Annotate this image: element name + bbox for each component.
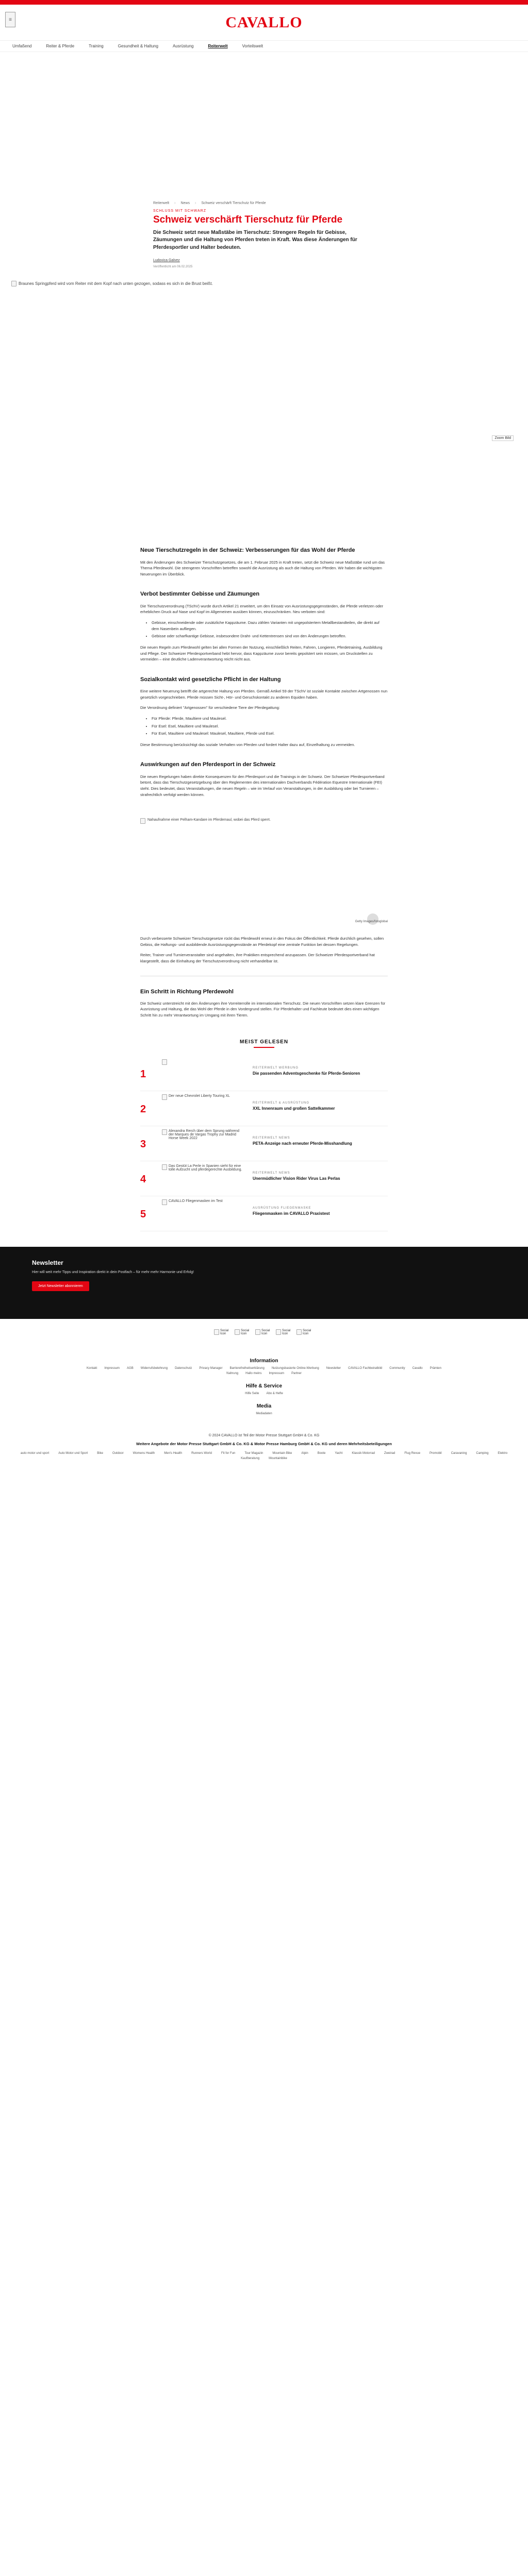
footer-link[interactable]: Elektro — [498, 1452, 508, 1455]
broken-image-icon — [140, 818, 145, 824]
footer-heading-media: Media — [256, 1403, 272, 1409]
social-icon[interactable] — [276, 1329, 293, 1350]
broken-image-icon — [235, 1329, 240, 1335]
footer-link[interactable]: Alpin — [301, 1452, 308, 1455]
item-category: REITERWELT & AUSRÜSTUNG — [253, 1101, 310, 1105]
footer-link[interactable]: AGB — [127, 1366, 134, 1370]
paragraph: Die Verordnung definiert "Artgenossen" für verschiedene Tiere der Pferdegattung: — [140, 705, 280, 710]
thumbnail[interactable] — [162, 1129, 244, 1158]
most-read-item[interactable] — [140, 1161, 388, 1196]
footer-link[interactable]: Womens Health — [133, 1452, 155, 1455]
section-heading: Auswirkungen auf den Pferdesport in der Schweiz — [140, 761, 276, 768]
footer-link[interactable]: Fit for Fun — [221, 1452, 236, 1455]
item-category: REITERWELT NEWS — [253, 1136, 290, 1140]
nav-item[interactable]: Gesundheit & Haltung — [118, 44, 158, 48]
thumbnail[interactable] — [162, 1199, 244, 1228]
broken-image-icon — [255, 1329, 260, 1335]
footer-link[interactable]: Nutzungsbasierte Online-Werbung — [271, 1366, 319, 1370]
item-text — [253, 1059, 388, 1077]
article-title: Schweiz verschärft Tierschutz für Pferde — [153, 214, 343, 225]
breadcrumb-separator: › — [194, 201, 196, 205]
breadcrumb — [153, 201, 375, 205]
thumbnail-alt: CAVALLO Fliegenmasken im Test — [169, 1199, 223, 1203]
breadcrumb-item[interactable]: Reiterwelt — [153, 201, 170, 205]
most-read-item[interactable] — [140, 1056, 388, 1091]
most-read-item[interactable] — [140, 1126, 388, 1161]
footer-link[interactable]: Partner — [291, 1371, 302, 1375]
nav-item[interactable]: Reiter & Pferde — [46, 44, 75, 48]
footer-link[interactable]: Mediadaten — [256, 1412, 272, 1415]
bullet-list — [152, 620, 388, 639]
broken-image-icon — [162, 1059, 167, 1065]
footer-link[interactable]: Caravaning — [451, 1452, 467, 1455]
footer-heading-information: Information — [250, 1358, 278, 1364]
item-text — [253, 1094, 388, 1112]
social-links — [0, 1329, 528, 1350]
footer-link[interactable]: Newsletter — [326, 1366, 341, 1370]
footer-link[interactable]: Community — [389, 1366, 405, 1370]
footer-link[interactable]: Flug Revue — [404, 1452, 421, 1455]
breadcrumb-current: Schweiz verschärft Tierschutz für Pferde — [201, 201, 266, 205]
item-title[interactable]: Unermüdlicher Vision Rider Virus Las Perlas — [253, 1176, 340, 1181]
paragraph: Reiter, Trainer und Turnierveranstalter sind angehalten, ihre Praktiken entsprechend anzupassen. Der Schweizer Pferdesportverband hat klargestellt, dass die Einhaltung der Tierschutzverordnung nicht verhandelbar ist. — [140, 953, 375, 964]
after-figure-text — [140, 936, 388, 964]
newsletter-subscribe-button[interactable]: Jetzt Newsletter abonnieren — [32, 1281, 89, 1291]
footer-link[interactable]: Impressum — [104, 1366, 120, 1370]
broken-image-icon — [162, 1129, 167, 1135]
footer-link[interactable]: Yacht — [335, 1452, 343, 1455]
article-figure[interactable] — [140, 818, 388, 924]
footer-link[interactable]: Promobil — [430, 1452, 442, 1455]
item-category: AUSRÜSTUNG FLIEGENMASKE — [253, 1206, 311, 1210]
footer-link[interactable]: Hallo meins — [245, 1371, 262, 1375]
rank-number: 4 — [140, 1173, 146, 1185]
main-nav — [0, 41, 528, 52]
nav-item[interactable]: Vorteilswelt — [242, 44, 263, 48]
paragraph: Die Schweiz unterstreicht mit den Änderungen ihre Vorreiterrolle im internationalen Tierschutz. Die neuen Vorschriften setzen klare Grenzen für Ausrüstung und Haltung, die das Wohl der Pferde in den Vordergrund stellen. Für Pferdehalter und Fachleute bedeutet dies einen wichtigen Schritt hin zu mehr Verantwortung im Umgang mit ihren Tieren. — [140, 1001, 386, 1018]
footer-link[interactable]: Boote — [317, 1452, 326, 1455]
item-category: REITERWELT NEWS — [253, 1171, 290, 1175]
broken-image-icon — [162, 1164, 167, 1170]
footer-link[interactable]: Outdoor — [112, 1452, 124, 1455]
closing-heading: Ein Schritt in Richtung Pferdewohl — [140, 988, 234, 995]
nav-item[interactable]: Ausrüstung — [172, 44, 194, 48]
section-heading: Verbot bestimmter Gebisse und Zäumungen — [140, 591, 260, 598]
copyright: © 2024 CAVALLO ist Teil der Motor Presse Stuttgart GmbH & Co. KG — [208, 1433, 320, 1437]
ad-space — [0, 52, 528, 201]
social-icon[interactable] — [296, 1329, 314, 1350]
thumbnail-alt: Alexandra Rerch über dem Sprung während der Marques de Vargas Trophy zur Madrid Horse Week 2022 — [169, 1129, 239, 1140]
rank-number: 1 — [140, 1068, 146, 1080]
nav-item[interactable]: Umfaßend — [12, 44, 32, 48]
paragraph: Mit den Änderungen des Schweizer Tierschutzgesetzes, die am 1. Februar 2025 in Kraft treten, setzt die Schweiz neue Maßstäbe rund um das Thema Pferdewohl. Die strengeren Vorschriften betreffen sowohl die Ausrüstung als auch die Haltung von Pferden. Wir haben die wichtigsten Neuerungen im Überblick. — [140, 560, 385, 577]
footer-link[interactable]: Kontakt — [87, 1366, 97, 1370]
paragraph: Diese Bestimmung berücksichtigt das soziale Verhalten von Pferden und fordert Halter dazu auf, Einzelhaltung zu vermeiden. — [140, 742, 355, 747]
most-read-item[interactable] — [140, 1196, 388, 1231]
paragraph: Durch verbesserte Schweizer Tierschutzgesetze rückt das Pferdewohl erneut in den Fokus der Öffentlichkeit. Pferde durchlich gesehen, sollen Gebiss, die Haftungs- und ausbildende Ausrüstungsgegenstände an Pferdekopf eine zentrale Funktion bei dessen Regelungen. — [140, 936, 384, 947]
item-text — [253, 1199, 388, 1217]
bullet-item: • Gebisse, einschneidende oder zusätzliche Kappzäume. Dazu zählen Varianten mit ungepolstertem Metallbestandteilen, die direkt auf dem Nasenbein aufliegen. — [152, 620, 388, 632]
hero-image[interactable] — [11, 281, 517, 533]
breadcrumb-item[interactable]: News — [180, 201, 190, 205]
figure-credit: Getty Images/fotoglobal — [355, 920, 388, 924]
top-accent-bar — [0, 0, 528, 5]
footer-link[interactable]: Hilfe Seite — [245, 1392, 259, 1395]
hero-image-alt: Braunes Springpferd wird vom Reiter mit dem Kopf nach unten gezogen, sodass es sich in die Brust beißt. — [19, 281, 213, 286]
thumbnail[interactable] — [162, 1059, 244, 1088]
thumbnail-alt: Der neue Chevrolet Liberty Touring XL — [169, 1094, 230, 1098]
more-offers-heading: Weitere Angebote der Motor Presse Stuttgart GmbH & Co. KG & Motor Presse Hamburg GmbH & Co. KG und deren Mehrheitsbeteiligungen — [136, 1441, 392, 1446]
newsletter-section — [0, 1247, 528, 1319]
nav-item[interactable]: Training — [89, 44, 104, 48]
item-text — [253, 1164, 388, 1182]
footer-link[interactable]: Zweirad — [384, 1452, 395, 1455]
broken-image-icon — [11, 281, 16, 286]
publish-date: Veröffentlicht am 06.02.2025 — [153, 265, 193, 269]
social-icon-alt: Social Icon — [303, 1329, 311, 1335]
brand-links — [16, 1452, 512, 1460]
item-title[interactable]: XXL Innenraum und großen Sattelkammer — [253, 1106, 335, 1111]
footer-link[interactable]: Widerrufsbelehrung — [140, 1366, 168, 1370]
footer-help-links — [84, 1392, 444, 1395]
thumbnail-alt: Das Gestüt La Perle in Spanien sieht für eine tolle Aufzucht und pferdegerechte Ausbildung. — [169, 1164, 242, 1172]
footer-link[interactable]: Nahrung — [226, 1371, 239, 1375]
broken-image-icon — [296, 1329, 302, 1335]
footer-link[interactable]: Mountainbike — [269, 1457, 287, 1461]
social-icon-alt: Social Icon — [282, 1329, 291, 1335]
paragraph: Die neuen Regeln zum Pferdewohl gelten bei allen Formen der Nutzung, einschließlich Reiten, Fahren, Longieren, Pferdetraining, Ausbildung und Pflege. Der Schweizer Pferdesportverband hebt hervor, dass Kappzäume zuvor bereits gepolstert sein müssen, um Druckstellen zu vermeiden – eine deutliche Ladenverantwortung reicht nicht aus. — [140, 645, 383, 662]
footer-link[interactable]: Kaufberatung — [241, 1457, 260, 1461]
rank-number: 3 — [140, 1138, 146, 1150]
section-heading: Sozialkontakt wird gesetzliche Pflicht in der Haltung — [140, 676, 281, 683]
site-footer — [0, 1319, 528, 1461]
footer-info-links — [84, 1367, 444, 1375]
bullet-item: • Für Pferde: Pferde, Maultiere und Maulesel. — [152, 716, 388, 722]
footer-link[interactable]: Impressum — [269, 1371, 285, 1375]
paragraph: Die Tierschutzverordnung (TSchV) wurde durch Artikel 21 erweitert, um den Einsatz von Ausrüstungsgegenständen, die Pferde verletzen oder erheblichen Druck auf Nase und Kopf im Allgemeinen ausüben können, einzuschränken. Neu verboten sind: — [140, 603, 384, 615]
footer-link[interactable]: Runners World — [191, 1452, 212, 1455]
article-kicker: SCHLUSS MIT SCHWARZ — [153, 209, 207, 213]
bullet-list — [152, 716, 388, 737]
rank-number: 2 — [140, 1103, 146, 1115]
broken-image-icon — [276, 1329, 281, 1335]
footer-link[interactable]: Privacy Manager — [199, 1366, 223, 1370]
site-header — [0, 5, 528, 41]
broken-image-icon — [214, 1329, 219, 1335]
footer-link[interactable]: Prämien — [430, 1366, 441, 1370]
social-icon-alt: Social Icon — [241, 1329, 250, 1335]
footer-link[interactable]: Klassik Motorrad — [352, 1452, 375, 1455]
footer-link[interactable]: CAVALLO Fachbeiratbild — [348, 1366, 383, 1370]
social-icon[interactable] — [255, 1329, 273, 1350]
title-underline — [254, 1047, 274, 1048]
page-bottom-space — [0, 1460, 528, 2145]
item-title[interactable]: PETA-Anzeige nach erneuter Pferde-Misshandlung — [253, 1141, 352, 1146]
bullet-item: • Für Esel, Maultiere und Maulesel: Maulesel, Maultiere, Pferde und Esel. — [152, 731, 388, 737]
footer-link[interactable]: Datenschutz — [175, 1366, 192, 1370]
paragraph: Die neuen Regelungen haben direkte Konsequenzen für den Pferdesport und die Trainings in der Schweiz. Der Schweizer Pferdesportverband betont, dass das Tierschutzgesetzgebung über den Reglementen des internationalen Dachverbands Fédération Equestre Internationale (FEI) steht. Dies bedeutet, dass Veranstaltungen, die neuen Regeln – wie im Verlauf von Veranstaltungen, in der Ausbildung oder bei Turnieren – strafrechtlich verfolgt werden können. — [140, 774, 385, 797]
bullet-item: • Gebisse oder scharfkantige Gebisse, insbesondere Draht- und Kettentrensen sind von den Änderungen betroffen. — [152, 633, 388, 639]
footer-link[interactable]: Auto Motor und Sport — [58, 1452, 88, 1455]
article-lead: Die Schweiz setzt neue Maßstäbe im Tierschutz: Strengere Regeln für Gebisse, Zäumungen und die Haltung von Pferden treten in Kraft. Was diese Änderungen für Pferdesportler und Halter bedeuten. — [153, 229, 357, 250]
menu-icon[interactable]: ≡ — [5, 12, 15, 27]
footer-link[interactable]: Camping — [476, 1452, 489, 1455]
most-read-title: MEIST GELESEN — [239, 1039, 289, 1045]
footer-link[interactable]: auto motor und sport — [20, 1452, 50, 1455]
paragraph: Eine weitere Neuerung betrifft die artgerechte Haltung von Pferden. Gemäß Artikel 59 der TSchV ist soziale Kontakte zwischen Artgenossen nun gesetzlich vorgeschrieben. Pferde müssen Sicht-, Hör- und Geruchskontakt zu anderen Equiden haben. — [140, 689, 388, 700]
item-title[interactable]: Fliegenmasken im CAVALLO Praxistest — [253, 1211, 330, 1216]
item-title[interactable]: Die passenden Adventsgeschenke für Pferde-Senioren — [253, 1071, 360, 1076]
item-text — [253, 1129, 388, 1147]
footer-link[interactable]: Men's Health — [164, 1452, 183, 1455]
most-read — [140, 1039, 388, 1231]
brand-logo[interactable]: CAVALLO — [225, 13, 303, 31]
footer-link[interactable]: Barrierefreiheitserklärung — [229, 1366, 265, 1370]
rank-number: 5 — [140, 1208, 146, 1220]
footer-link[interactable]: Cavallo — [412, 1366, 423, 1370]
broken-image-icon — [162, 1199, 167, 1205]
footer-heading-help: Hilfe & Service — [245, 1383, 283, 1389]
newsletter-description: Hier will weit mehr Tipps und Inspiration direkt in dein Postfach – für mehr mehr Harmonie und Erfolg! — [32, 1270, 194, 1274]
zoom-button[interactable]: Zoom Bild — [492, 435, 514, 441]
footer-media-links — [84, 1412, 444, 1415]
footer-link[interactable]: Abo & Hefte — [266, 1392, 283, 1395]
footer-link[interactable]: Bike — [97, 1452, 103, 1455]
nav-item[interactable]: Reiterwelt — [208, 44, 228, 48]
social-icon-alt: Social Icon — [261, 1329, 270, 1335]
bullet-item: • Für Esel: Esel, Maultiere und Maulesel. — [152, 723, 388, 730]
footer-link[interactable]: Tour Magazin — [244, 1452, 263, 1455]
social-icon[interactable] — [235, 1329, 252, 1350]
social-icon-alt: Social Icon — [220, 1329, 229, 1335]
broken-image-icon — [162, 1094, 167, 1100]
most-read-item[interactable] — [140, 1091, 388, 1126]
thumbnail[interactable] — [162, 1164, 244, 1193]
section-heading: Neue Tierschutzregeln in der Schweiz: Verbesserungen für das Wohl der Pferde — [140, 547, 355, 554]
item-category: REITERWELT WERBUNG — [253, 1066, 299, 1070]
footer-link[interactable]: Mountain Bike — [272, 1452, 292, 1455]
newsletter-title: Newsletter — [32, 1259, 63, 1266]
closing-section — [140, 988, 388, 1019]
article-body — [140, 547, 388, 798]
social-icon[interactable] — [214, 1329, 232, 1350]
author-link[interactable]: Ludovica Galvez — [153, 259, 180, 263]
figure-alt: Nahaufnahme einer Pelham-Kandare im Pferdemaul, wobei das Pferd sperrt. — [147, 818, 271, 822]
thumbnail[interactable] — [162, 1094, 244, 1123]
breadcrumb-separator: › — [174, 201, 176, 205]
